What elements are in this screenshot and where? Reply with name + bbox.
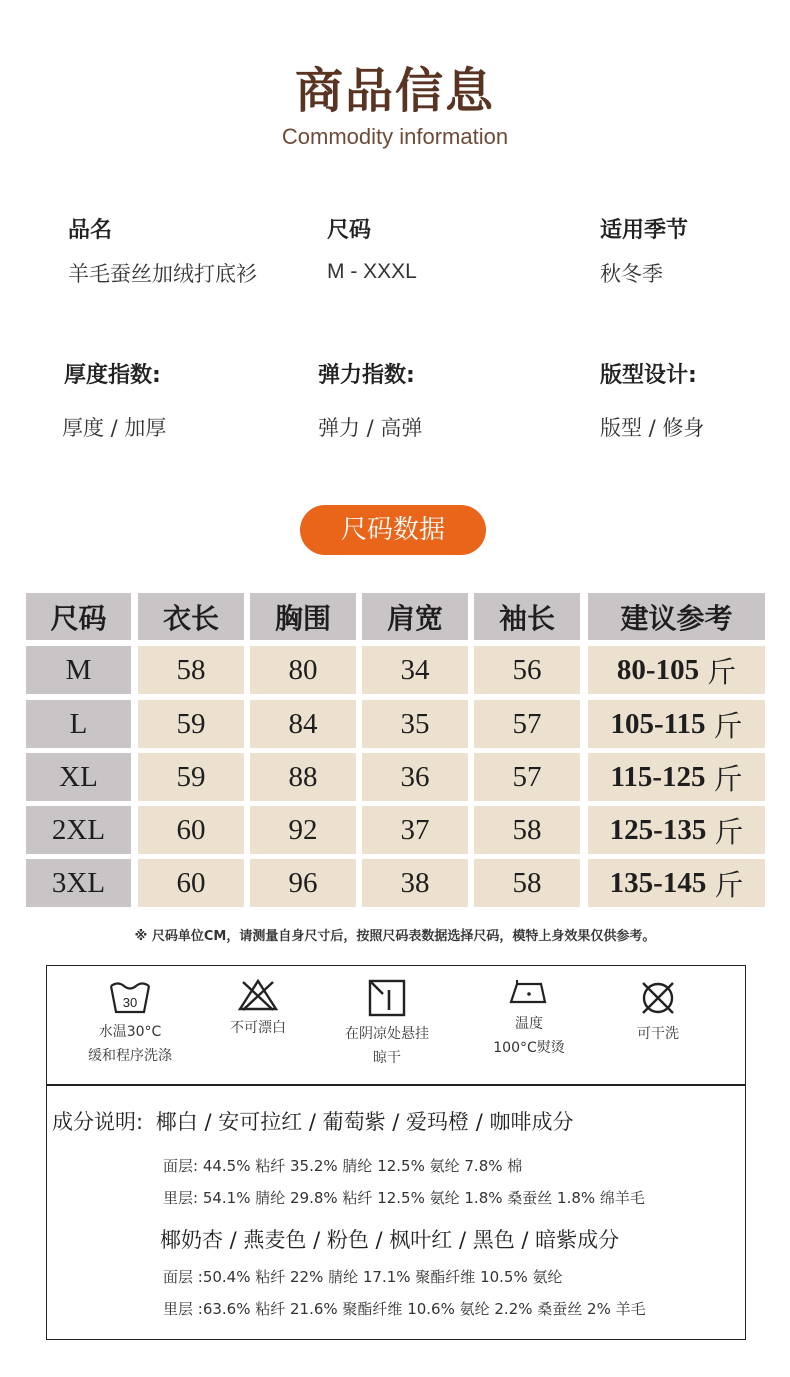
recommended-unit: 斤: [714, 814, 744, 849]
iron-icon: [507, 978, 551, 1008]
page-subtitle: Commodity information: [281, 124, 509, 149]
table-cell-value: 58: [138, 646, 244, 694]
table-cell-value: 84: [250, 700, 356, 748]
table-cell-value: 80: [250, 646, 356, 694]
no-bleach-icon: [237, 978, 279, 1012]
size-section-badge: 尺码数据: [300, 505, 486, 555]
recommended-unit: 斤: [713, 761, 743, 796]
table-cell-size: XL: [26, 753, 131, 801]
care-item-dry-clean: [608, 978, 708, 1046]
table-cell-value: 59: [138, 700, 244, 748]
page-title: 商品信息: [294, 63, 495, 119]
care-iron-line1: 温度: [515, 1016, 543, 1032]
header-shoulder: 肩宽: [362, 593, 468, 640]
table-cell-recommended: [588, 646, 765, 694]
table-cell-value: 34: [362, 646, 468, 694]
care-item-wash: [70, 978, 190, 1068]
table-cell-size: L: [26, 700, 131, 748]
info-label-size: 尺码: [327, 218, 372, 243]
info-label-fit: 版型设计:: [600, 363, 697, 388]
info-label-name: 品名: [68, 218, 113, 243]
care-item-line-dry: [330, 978, 444, 1070]
composition-inner-2: 里层 :63.6% 粘纤 21.6% 聚酯纤维 10.6% 氨纶 2.2% 桑蚕丝 2% 羊毛: [163, 1300, 646, 1318]
composition-label-text: 成分说明:: [52, 1110, 144, 1134]
table-cell-value: 59: [138, 753, 244, 801]
table-cell-value: 88: [250, 753, 356, 801]
table-cell-value: 35: [362, 700, 468, 748]
table-cell-value: 57: [474, 753, 580, 801]
care-iron-line2: 100°C熨烫: [493, 1040, 565, 1056]
composition-colors-1: 椰白 / 安可拉红 / 葡萄紫 / 爱玛橙 / 咖啡成分: [155, 1110, 574, 1134]
recommended-unit: 斤: [714, 867, 744, 902]
care-wash-line1: 水温30°C: [98, 1024, 162, 1040]
care-wash-line2: 缓和程序洗涤: [88, 1048, 172, 1064]
header-size: 尺码: [26, 593, 131, 640]
svg-text:30: 30: [122, 995, 138, 1010]
recommended-range: 115-125: [610, 760, 706, 793]
table-cell-recommended: [588, 859, 765, 907]
care-dry-line2: 晾干: [373, 1050, 401, 1066]
table-cell-value: 92: [250, 806, 356, 854]
wash-30-icon: [108, 978, 152, 1016]
header-sleeve: 袖长: [474, 593, 580, 640]
table-cell-value: 37: [362, 806, 468, 854]
info-label-elasticity: 弹力指数:: [318, 363, 415, 388]
table-cell-size: 3XL: [26, 859, 131, 907]
care-bleach-line1: 不可漂白: [230, 1020, 286, 1036]
info-label-thickness: 厚度指数:: [64, 363, 161, 388]
table-cell-value: 38: [362, 859, 468, 907]
composition-outer-1: 面层: 44.5% 粘纤 35.2% 腈纶 12.5% 氨纶 7.8% 棉: [163, 1157, 523, 1175]
care-item-iron: [474, 978, 584, 1060]
info-value-thickness: 厚度 / 加厚: [62, 416, 167, 440]
line-dry-shade-icon: [367, 978, 407, 1018]
info-label-season: 适用季节: [600, 218, 689, 243]
table-cell-value: 60: [138, 859, 244, 907]
table-cell-recommended: [588, 700, 765, 748]
info-value-elasticity: 弹力 / 高弹: [318, 416, 423, 440]
size-note: ※ 尺码单位CM，请测量自身尺寸后，按照尺码表数据选择尺码，模特上身效果仅供参考。: [134, 929, 656, 944]
table-cell-value: 60: [138, 806, 244, 854]
recommended-range: 125-135: [609, 813, 707, 846]
table-cell-recommended: [588, 753, 765, 801]
recommended-unit: 斤: [713, 708, 743, 743]
info-value-season: 秋冬季: [600, 262, 663, 286]
info-value-name: 羊毛蚕丝加绒打底衫: [68, 262, 257, 286]
table-cell-value: 96: [250, 859, 356, 907]
recommended-unit: 斤: [707, 654, 737, 689]
table-cell-value: 58: [474, 859, 580, 907]
table-cell-recommended: [588, 806, 765, 854]
table-cell-value: 36: [362, 753, 468, 801]
composition-inner-1: 里层: 54.1% 腈纶 29.8% 粘纤 12.5% 氨纶 1.8% 桑蚕丝 1.8% 绵羊毛: [163, 1189, 645, 1207]
recommended-range: 105-115: [610, 707, 706, 740]
composition-label: [52, 1106, 573, 1136]
care-item-no-bleach: [203, 978, 313, 1040]
table-cell-value: 56: [474, 646, 580, 694]
table-cell-value: 58: [474, 806, 580, 854]
care-dryclean-line1: 可干洗: [637, 1026, 679, 1042]
care-divider: [46, 1084, 746, 1086]
table-cell-size: 2XL: [26, 806, 131, 854]
recommended-range: 135-145: [609, 866, 707, 899]
info-value-size: M - XXXL: [327, 260, 417, 283]
info-value-fit: 版型 / 修身: [600, 416, 705, 440]
header-recommended: 建议参考: [588, 593, 765, 640]
composition-colors-2: 椰奶杏 / 燕麦色 / 粉色 / 枫叶红 / 黑色 / 暗紫成分: [160, 1228, 620, 1252]
header-chest: 胸围: [250, 593, 356, 640]
header-length: 衣长: [138, 593, 244, 640]
dry-clean-icon: [638, 978, 678, 1018]
table-cell-value: 57: [474, 700, 580, 748]
recommended-range: 80-105: [616, 653, 700, 686]
table-cell-size: M: [26, 646, 131, 694]
care-dry-line1: 在阴凉处悬挂: [345, 1026, 429, 1042]
composition-outer-2: 面层 :50.4% 粘纤 22% 腈纶 17.1% 聚酯纤维 10.5% 氨纶: [163, 1268, 563, 1286]
